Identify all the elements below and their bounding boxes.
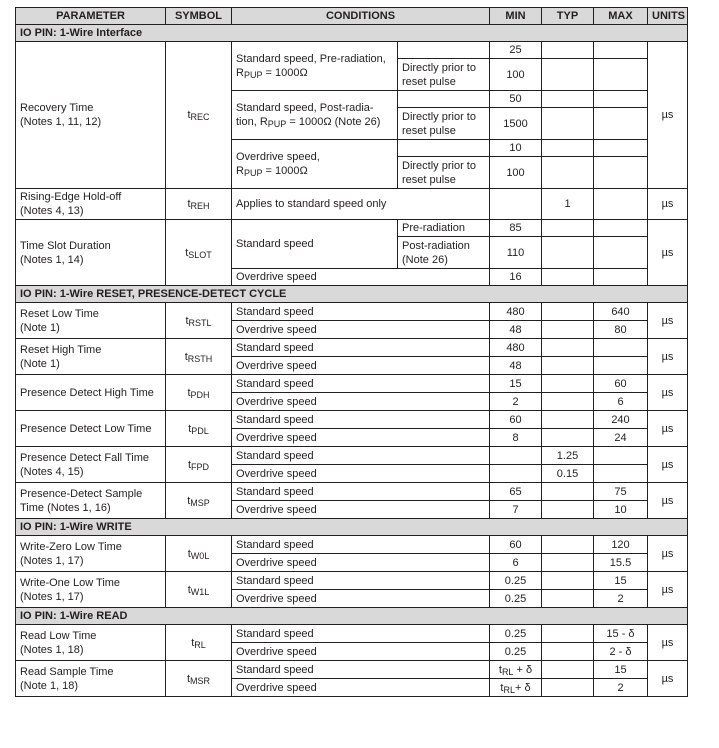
- symbol-cell: $t_{MSR}$: [166, 661, 232, 697]
- col-units: UNITS: [648, 8, 688, 25]
- condition-cell: Standard speed: [232, 375, 490, 393]
- table-row: [16, 375, 688, 393]
- typ-cell: [542, 321, 594, 339]
- typ-cell: [542, 357, 594, 375]
- max-cell: 2 - δ: [594, 643, 648, 661]
- typ-cell: [542, 643, 594, 661]
- min-cell: $t_{RL} + \delta$: [490, 661, 542, 679]
- table-row: [16, 189, 688, 220]
- units-cell: µs: [648, 303, 688, 339]
- param-cell: Reset Low Time (Note 1): [16, 303, 166, 339]
- condition-cell: Overdrive speed: [232, 269, 490, 286]
- max-cell: [594, 189, 648, 220]
- condition-cell: Standard speed: [232, 411, 490, 429]
- max-cell: [594, 357, 648, 375]
- section-row: [16, 25, 688, 42]
- table-row: [16, 303, 688, 321]
- min-cell: 60: [490, 536, 542, 554]
- condition-cell: Overdrive speed, $R_{PUP} = 1000\Omega$: [232, 140, 398, 189]
- col-min: MIN: [490, 8, 542, 25]
- units-cell: µs: [648, 661, 688, 697]
- condition-cell: Overdrive speed: [232, 357, 490, 375]
- symbol-cell: $t_{RL}$: [166, 625, 232, 661]
- max-cell: 15: [594, 572, 648, 590]
- symbol-cell: $t_{SLOT}$: [166, 220, 232, 286]
- symbol-cell: $t_{REH}$: [166, 189, 232, 220]
- min-cell: 0.25: [490, 590, 542, 608]
- condition-cell: Overdrive speed: [232, 643, 490, 661]
- condition-cell: Overdrive speed: [232, 679, 490, 697]
- units-cell: µs: [648, 339, 688, 375]
- condition-cell: Overdrive speed: [232, 501, 490, 519]
- min-cell: 1500: [490, 108, 542, 140]
- symbol-cell: $t_{PDL}$: [166, 411, 232, 447]
- min-cell: 65: [490, 483, 542, 501]
- condition-cell: Standard speed: [232, 447, 490, 465]
- typ-cell: [542, 679, 594, 697]
- table-row: [16, 536, 688, 554]
- param-cell: Presence-Detect Sample Time (Notes 1, 16): [16, 483, 166, 519]
- table-row: [16, 220, 688, 237]
- col-symbol: SYMBOL: [166, 8, 232, 25]
- section-title: IO PIN: 1-Wire RESET, PRESENCE-DETECT CYCLE: [16, 286, 688, 303]
- max-cell: [594, 91, 648, 108]
- typ-cell: [542, 483, 594, 501]
- min-cell: 48: [490, 357, 542, 375]
- typ-cell: [542, 269, 594, 286]
- max-cell: 6: [594, 393, 648, 411]
- max-cell: 60: [594, 375, 648, 393]
- units-cell: µs: [648, 625, 688, 661]
- table-row: [16, 411, 688, 429]
- min-cell: 480: [490, 339, 542, 357]
- units-cell: µs: [648, 483, 688, 519]
- units-cell: µs: [648, 375, 688, 411]
- min-cell: [490, 447, 542, 465]
- min-cell: 0.25: [490, 572, 542, 590]
- symbol-cell: $t_{RSTL}$: [166, 303, 232, 339]
- condition-cell: Standard speed: [232, 536, 490, 554]
- param-cell: Reset High Time (Note 1): [16, 339, 166, 375]
- units-cell: µs: [648, 572, 688, 608]
- max-cell: 2: [594, 590, 648, 608]
- condition-cell: Overdrive speed: [232, 393, 490, 411]
- param-cell: [16, 42, 166, 189]
- typ-cell: [542, 91, 594, 108]
- condition-cell: Standard speed: [232, 220, 398, 269]
- units-cell: µs: [648, 447, 688, 483]
- min-cell: 8: [490, 429, 542, 447]
- table-row: [16, 572, 688, 590]
- param-cell: Presence Detect High Time: [16, 375, 166, 411]
- max-cell: [594, 140, 648, 157]
- typ-cell: 1: [542, 189, 594, 220]
- typ-cell: [542, 59, 594, 91]
- units-cell: µs: [648, 536, 688, 572]
- sub-condition-cell: [398, 42, 490, 59]
- condition-cell: Standard speed: [232, 483, 490, 501]
- units-cell: µs: [648, 411, 688, 447]
- max-cell: [594, 42, 648, 59]
- min-cell: 7: [490, 501, 542, 519]
- typ-cell: [542, 554, 594, 572]
- min-cell: $t_{RL}+ \delta$: [490, 679, 542, 697]
- min-cell: 48: [490, 321, 542, 339]
- typ-cell: [542, 536, 594, 554]
- condition-cell: Overdrive speed: [232, 321, 490, 339]
- max-cell: [594, 157, 648, 189]
- condition-cell: Standard speed: [232, 303, 490, 321]
- typ-cell: [542, 393, 594, 411]
- typ-cell: [542, 42, 594, 59]
- typ-cell: [542, 140, 594, 157]
- max-cell: 15: [594, 661, 648, 679]
- min-cell: [490, 189, 542, 220]
- condition-cell: Standard speed: [232, 625, 490, 643]
- table-row: [16, 625, 688, 643]
- typ-cell: [542, 339, 594, 357]
- col-conditions: CONDITIONS: [232, 8, 490, 25]
- typ-cell: 1.25: [542, 447, 594, 465]
- min-cell: 100: [490, 157, 542, 189]
- typ-cell: [542, 429, 594, 447]
- min-cell: 6: [490, 554, 542, 572]
- section-title: IO PIN: 1-Wire WRITE: [16, 519, 688, 536]
- max-cell: 24: [594, 429, 648, 447]
- units-cell: µs: [648, 42, 688, 189]
- min-cell: 50: [490, 91, 542, 108]
- min-cell: 60: [490, 411, 542, 429]
- typ-cell: 0.15: [542, 465, 594, 483]
- symbol-cell: $t_{RSTH}$: [166, 339, 232, 375]
- min-cell: 10: [490, 140, 542, 157]
- typ-cell: [542, 157, 594, 189]
- sub-condition-cell: Post-radiation (Note 26): [398, 237, 490, 269]
- typ-cell: [542, 108, 594, 140]
- typ-cell: [542, 625, 594, 643]
- min-cell: 110: [490, 237, 542, 269]
- symbol-cell: $t_{MSP}$: [166, 483, 232, 519]
- max-cell: 120: [594, 536, 648, 554]
- min-cell: [490, 465, 542, 483]
- typ-cell: [542, 411, 594, 429]
- typ-cell: [542, 572, 594, 590]
- typ-cell: [542, 375, 594, 393]
- param-cell: Presence Detect Fall Time (Notes 4, 15): [16, 447, 166, 483]
- max-cell: 15 - δ: [594, 625, 648, 643]
- max-cell: 75: [594, 483, 648, 501]
- section-row: [16, 608, 688, 625]
- table-row: [16, 447, 688, 465]
- col-max: MAX: [594, 8, 648, 25]
- max-cell: [594, 447, 648, 465]
- electrical-characteristics-table: [15, 7, 688, 697]
- max-cell: [594, 108, 648, 140]
- max-cell: 15.5: [594, 554, 648, 572]
- condition-cell: Standard speed: [232, 339, 490, 357]
- param-cell: Read Sample Time (Note 1, 18): [16, 661, 166, 697]
- condition-cell: Standard speed: [232, 661, 490, 679]
- param-cell: Write-Zero Low Time (Notes 1, 17): [16, 536, 166, 572]
- symbol-cell: $t_{FPD}$: [166, 447, 232, 483]
- typ-cell: [542, 590, 594, 608]
- min-cell: 15: [490, 375, 542, 393]
- min-cell: 2: [490, 393, 542, 411]
- max-cell: [594, 59, 648, 91]
- symbol-cell: $t_{PDH}$: [166, 375, 232, 411]
- condition-cell: Overdrive speed: [232, 465, 490, 483]
- max-cell: 80: [594, 321, 648, 339]
- min-cell: 0.25: [490, 643, 542, 661]
- min-cell: 25: [490, 42, 542, 59]
- table-row: [16, 483, 688, 501]
- units-cell: µs: [648, 189, 688, 220]
- typ-cell: [542, 661, 594, 679]
- typ-cell: [542, 501, 594, 519]
- param-cell: Presence Detect Low Time: [16, 411, 166, 447]
- condition-cell: Standard speed, Post-radia- tion, $R_{PUP} = 1000\Omega$ (Note 26): [232, 91, 398, 140]
- sub-condition-cell: [398, 91, 490, 108]
- sub-condition-cell: Directly prior to reset pulse: [398, 108, 490, 140]
- max-cell: 100: [490, 59, 542, 91]
- min-cell: 480: [490, 303, 542, 321]
- max-cell: 2: [594, 679, 648, 697]
- param-cell: Rising-Edge Hold-off (Notes 4, 13): [16, 189, 166, 220]
- symbol-cell: $t_{REC}$: [166, 42, 232, 189]
- param-cell: Read Low Time (Notes 1, 18): [16, 625, 166, 661]
- max-cell: [594, 465, 648, 483]
- sub-condition-cell: Directly prior to reset pulse: [398, 59, 490, 91]
- section-row: [16, 519, 688, 536]
- col-typ: TYP: [542, 8, 594, 25]
- condition-cell: Overdrive speed: [232, 590, 490, 608]
- header-row: [16, 8, 688, 25]
- max-cell: [594, 339, 648, 357]
- typ-cell: [542, 303, 594, 321]
- symbol-cell: $t_{W1L}$: [166, 572, 232, 608]
- max-cell: [594, 237, 648, 269]
- min-cell: 16: [490, 269, 542, 286]
- param-name: Recovery Time: [20, 102, 94, 114]
- max-cell: 10: [594, 501, 648, 519]
- sub-condition-cell: Directly prior to reset pulse: [398, 157, 490, 189]
- section-title: IO PIN: 1-Wire READ: [16, 608, 688, 625]
- param-cell: Time Slot Duration (Notes 1, 14): [16, 220, 166, 286]
- typ-cell: [542, 237, 594, 269]
- table-row: [16, 661, 688, 679]
- condition-cell: Applies to standard speed only: [232, 189, 490, 220]
- condition-cell: Standard speed, Pre-radiation, $R_{PUP} = 1000\Omega$: [232, 42, 398, 91]
- table-row: [16, 42, 688, 59]
- symbol-cell: $t_{W0L}$: [166, 536, 232, 572]
- min-cell: 85: [490, 220, 542, 237]
- max-cell: 640: [594, 303, 648, 321]
- max-cell: [594, 220, 648, 237]
- col-parameter: PARAMETER: [16, 8, 166, 25]
- condition-cell: Overdrive speed: [232, 554, 490, 572]
- condition-cell: Standard speed: [232, 572, 490, 590]
- table-row: [16, 339, 688, 357]
- section-title: IO PIN: 1-Wire Interface: [16, 25, 688, 42]
- sub-condition-cell: [398, 140, 490, 157]
- param-cell: Write-One Low Time (Notes 1, 17): [16, 572, 166, 608]
- min-cell: 0.25: [490, 625, 542, 643]
- condition-cell: Overdrive speed: [232, 429, 490, 447]
- sub-condition-cell: Pre-radiation: [398, 220, 490, 237]
- section-row: [16, 286, 688, 303]
- max-cell: 240: [594, 411, 648, 429]
- max-cell: [594, 269, 648, 286]
- param-notes: (Notes 1, 11, 12): [20, 116, 102, 128]
- typ-cell: [542, 220, 594, 237]
- units-cell: µs: [648, 220, 688, 286]
